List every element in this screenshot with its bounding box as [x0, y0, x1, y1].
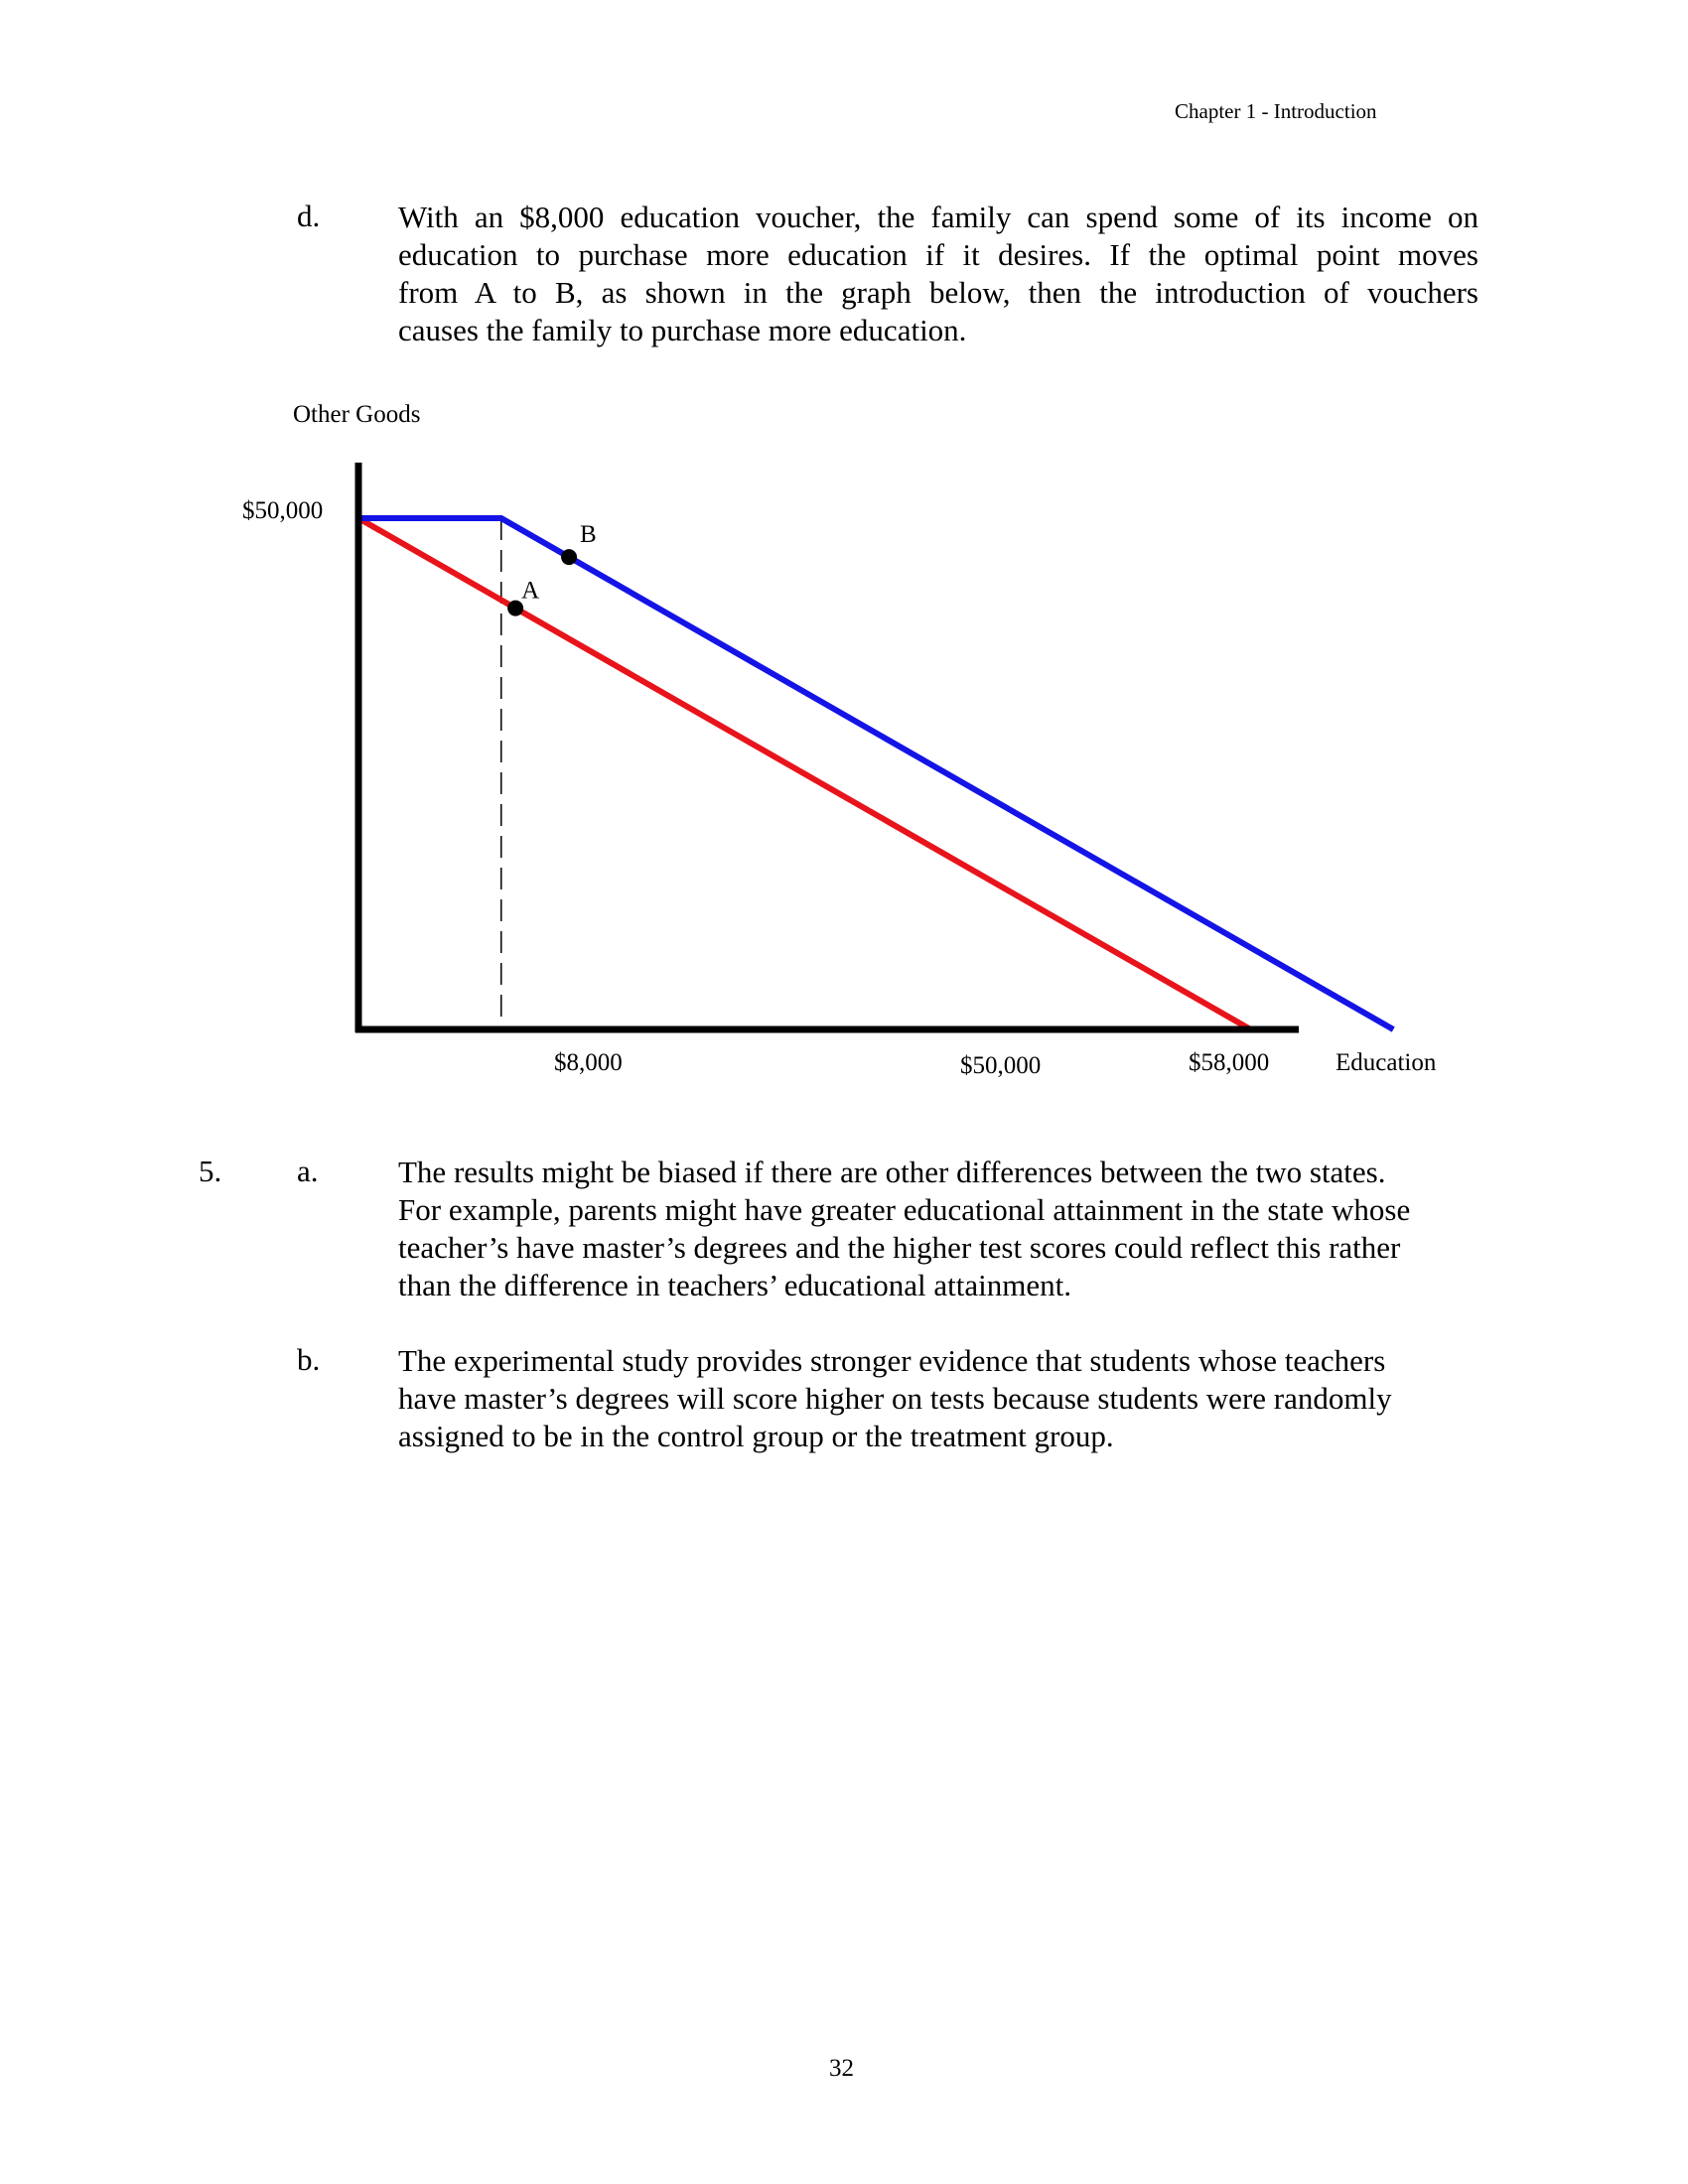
item-5a-line: The results might be biased if there are other differences between the two states.	[398, 1155, 1386, 1189]
item-d-line: causes the family to purchase more education.	[398, 313, 967, 347]
budget-line-without-voucher	[358, 518, 1251, 1029]
item-d-label: d.	[297, 199, 321, 233]
point-a-label: A	[521, 577, 540, 605]
x-axis-label: Education	[1336, 1049, 1437, 1076]
item-5a-label: a.	[297, 1154, 319, 1188]
item-5b-label: b.	[297, 1342, 321, 1377]
x-tick-label-8000: $8,000	[554, 1049, 623, 1076]
y-tick-label-50000: $50,000	[242, 497, 324, 524]
item-5b-line: The experimental study provides stronger evidence that students whose teachers	[398, 1343, 1386, 1378]
point-b-marker	[561, 549, 577, 565]
item-5b-line: assigned to be in the control group or the treatment group.	[398, 1419, 1114, 1453]
item-d-line: education to purchase more education if it desires. If the optimal point moves	[398, 237, 1478, 272]
point-b-label: B	[580, 521, 597, 549]
question-5-number: 5.	[199, 1154, 222, 1188]
page-number: 32	[829, 2055, 854, 2082]
item-5b-paragraph	[398, 1342, 1478, 1455]
item-5a-line: For example, parents might have greater educational attainment in the state whose	[398, 1192, 1411, 1227]
item-5a-line: teacher’s have master’s degrees and the higher test scores could reflect this rather	[398, 1230, 1401, 1265]
item-5b-line: have master’s degrees will score higher on tests because students were randomly	[398, 1381, 1392, 1416]
item-d-line: from A to B, as shown in the graph below, then the introduction of vouchers	[398, 275, 1478, 310]
item-5a-line: than the difference in teachers’ educational attainment.	[398, 1268, 1071, 1302]
x-tick-label-50000: $50,000	[960, 1052, 1042, 1079]
item-5a-paragraph	[398, 1154, 1478, 1304]
y-axis-label: Other Goods	[293, 401, 421, 428]
x-tick-label-58000: $58,000	[1189, 1049, 1270, 1076]
item-d-line: With an $8,000 education voucher, the family can spend some of its income on	[398, 200, 1478, 234]
running-header: Chapter 1 - Introduction	[1175, 99, 1377, 123]
budget-line-with-voucher	[358, 518, 1393, 1029]
